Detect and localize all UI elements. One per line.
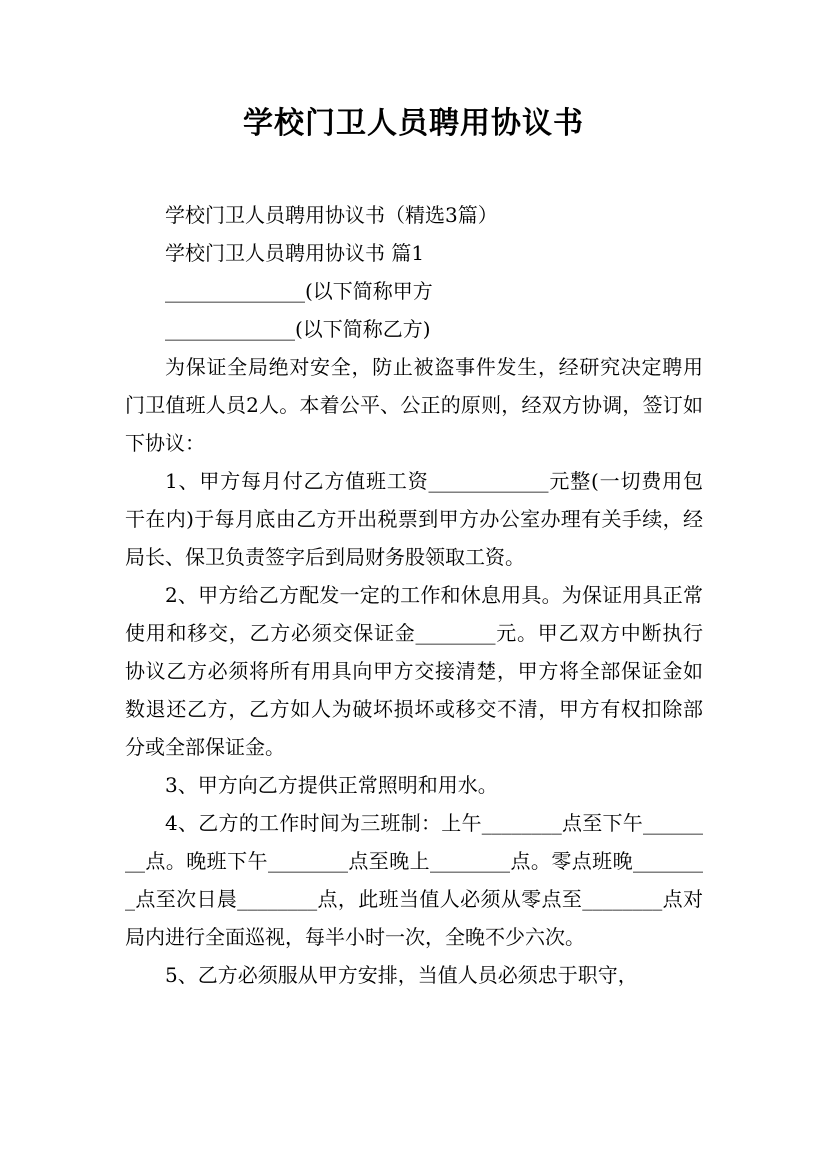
clause-4-paragraph: 4、乙方的工作时间为三班制：上午________点至下午________点。晚班下午________点至晚上________点。零点班晚________点至次日晨________点，此班当值人必须从零点至________点对局内进行全面巡视，每半小时一次，全晚不少六次。 <box>125 811 703 949</box>
party-b-line: _____________(以下简称乙方) <box>165 317 431 341</box>
clause-2-paragraph: 2、甲方给乙方配发一定的工作和休息用具。为保证用具正常使用和移交，乙方必须交保证金________元。甲乙双方中断执行协议乙方必须将所有用具向甲方交接清楚，甲方将全部保证金如数退还乙方，乙方如人为破坏损坏或移交不清，甲方有权扣除部分或全部保证金。 <box>125 583 703 759</box>
clause-5-paragraph: 5、乙方必须服从甲方安排，当值人员必须忠于职守， <box>165 963 638 987</box>
subtitle-paragraph: 学校门卫人员聘用协议书（精选3篇） <box>165 203 498 227</box>
preamble-paragraph: 为保证全局绝对安全，防止被盗事件发生，经研究决定聘用门卫值班人员2人。本着公平、公正的原则，经双方协调，签订如下协议： <box>125 355 703 455</box>
party-a-line: ______________(以下简称甲方 <box>165 279 433 303</box>
clause-3-paragraph: 3、甲方向乙方提供正常照明和用水。 <box>165 773 498 797</box>
document-title: 学校门卫人员聘用协议书 <box>243 106 584 141</box>
clause-1-paragraph: 1、甲方每月付乙方值班工资____________元整(一切费用包干在内)于每月底由乙方开出税票到甲方办公室办理有关手续，经局长、保卫负责签字后到局财务股领取工资。 <box>125 469 703 569</box>
document-body <box>125 196 703 994</box>
section-heading: 学校门卫人员聘用协议书 篇1 <box>165 241 425 265</box>
